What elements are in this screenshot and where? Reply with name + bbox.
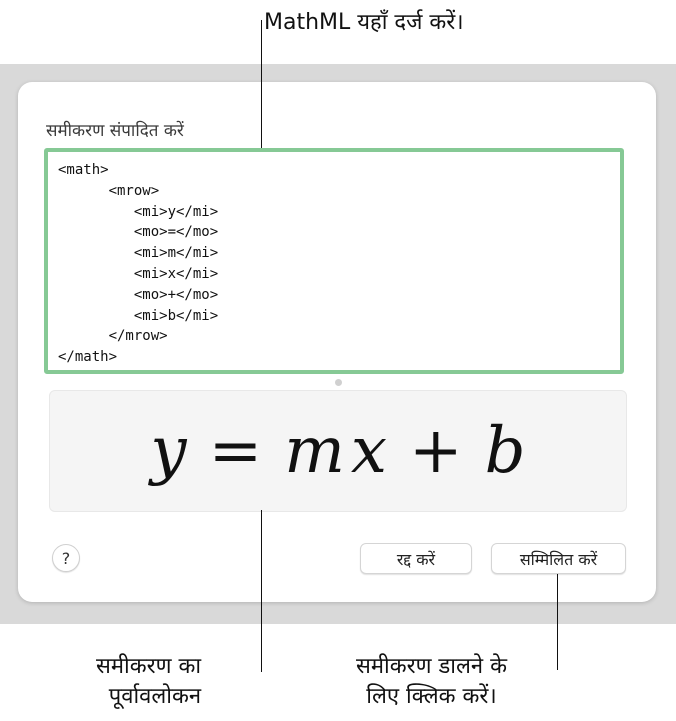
cancel-button[interactable]: रद्द करें	[360, 543, 472, 574]
help-icon: ?	[61, 548, 71, 568]
leader-line-preview	[261, 510, 262, 672]
callout-preview-line2: पूर्वावलोकन	[108, 684, 202, 709]
mathml-editor[interactable]: <math> <mrow> <mi>y</mi> <mo>=</mo> <mi>m</mi> <mi>x</mi> <mo>+</mo> <mi>b</mi> </mrow> </math>	[44, 148, 624, 374]
edit-equation-label: समीकरण संपादित करें	[46, 121, 184, 141]
equation-var-b: b	[484, 414, 526, 488]
leader-line-insert	[557, 574, 558, 670]
callout-preview-line1: समीकरण का	[96, 654, 202, 679]
equation-op-equals: =	[208, 414, 263, 488]
equation-render	[150, 414, 525, 488]
insert-button[interactable]: सम्मिलित करें	[491, 543, 626, 574]
resize-handle[interactable]	[335, 379, 342, 386]
edit-equation-dialog	[18, 82, 656, 602]
equation-op-plus: +	[408, 414, 463, 488]
equation-var-x: x	[350, 414, 387, 488]
leader-line-mathml	[261, 20, 262, 148]
callout-insert	[356, 652, 507, 712]
callout-insert-line1: समीकरण डालने के	[356, 654, 508, 679]
callout-insert-line2: लिए क्लिक करें।	[366, 684, 497, 709]
equation-preview	[49, 390, 627, 512]
callout-mathml-entry: MathML यहाँ दर्ज करें।	[264, 10, 464, 35]
equation-var-y: y	[150, 414, 187, 488]
equation-var-m: m	[284, 414, 345, 488]
help-button[interactable]	[52, 544, 80, 572]
callout-preview	[96, 652, 201, 712]
